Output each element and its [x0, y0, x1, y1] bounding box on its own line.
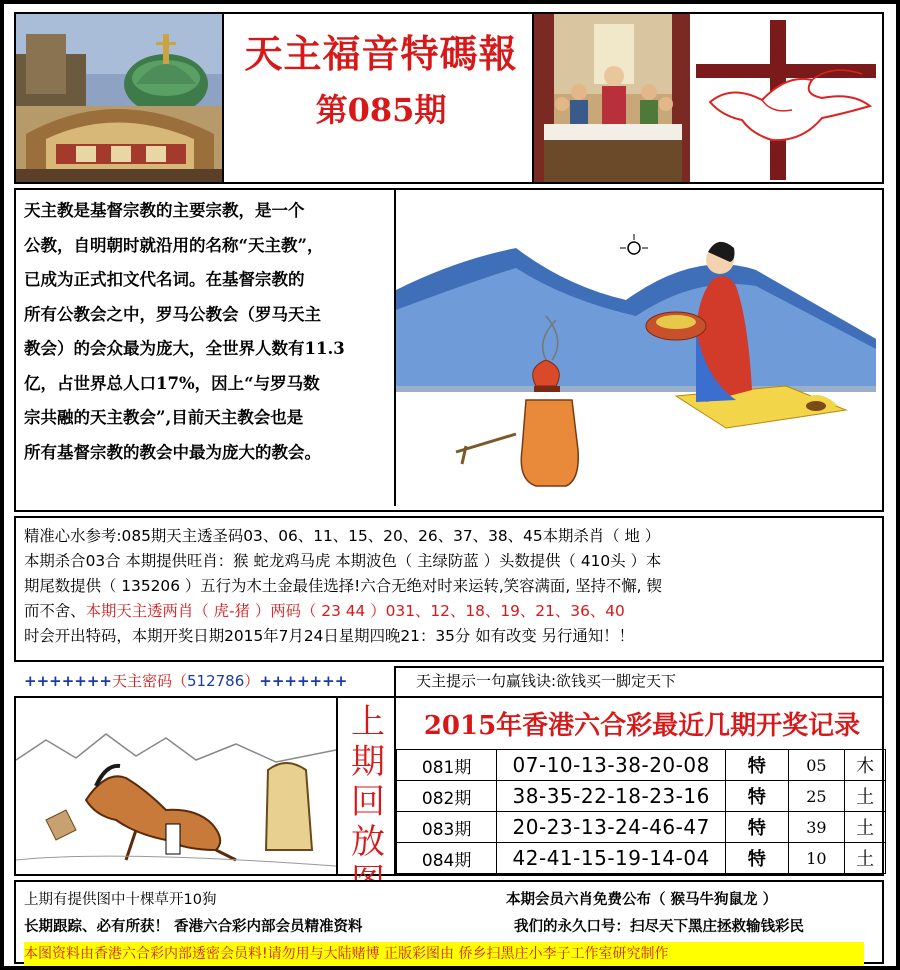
table-row	[397, 750, 886, 781]
cathedral-photo	[16, 14, 224, 182]
special-label-cell: 特	[726, 812, 789, 843]
code-plus-right: +++++++	[259, 672, 348, 690]
records-title: 2015年香港六合彩最近几期开奖记录	[423, 711, 861, 741]
period-cell: 083期	[397, 812, 497, 843]
replay-char: 放	[351, 822, 385, 862]
table-row	[397, 781, 886, 812]
intro-line: 公教，自明朝时就沿用的名称“天主教”，	[24, 235, 324, 255]
code-label: 天主密码（	[111, 672, 187, 690]
numbers-cell: 20-23-13-24-46-47	[497, 812, 726, 843]
special-label-cell: 特	[726, 843, 789, 874]
replay-char: 上	[351, 702, 385, 742]
numbers-cell: 38-35-22-18-23-16	[497, 781, 726, 812]
element-cell: 土	[845, 812, 886, 843]
intro-line: 天主教是基督宗教的主要宗教，是一个	[24, 201, 305, 220]
draw-records-table	[396, 749, 886, 874]
footer-left-1: 上期有提供图中十棵草开10狗	[24, 892, 217, 908]
intro-line: 教会）的会众最为庞大，全世界人数有11.3	[24, 339, 345, 358]
code-close: ）	[244, 672, 260, 690]
secret-code-bar	[24, 670, 392, 691]
intro-line: 亿，占世界总人口17%，因上“与罗马数	[24, 373, 320, 393]
intro-text	[24, 194, 374, 470]
info-line-2: 本期杀合03合 本期提供旺肖：猴 蛇龙鸡马虎 本期波色（ 主绿防蓝 ）头数提供（ 410头 ）本	[24, 552, 662, 570]
element-cell: 土	[845, 781, 886, 812]
period-cell: 084期	[397, 843, 497, 874]
info-line-4-black: 而不舍、	[24, 602, 86, 620]
info-highlight: 本期天主透两肖（ 虎-猪 ）两码（ 23 44 ）031、12、18、19、21、36、40	[85, 602, 625, 620]
special-number-cell: 25	[788, 781, 845, 812]
table-row	[397, 843, 886, 874]
last-supper-image	[532, 14, 690, 182]
cross-dove-image	[692, 14, 882, 182]
tip-divider	[396, 696, 884, 698]
element-cell: 木	[845, 750, 886, 781]
element-cell: 土	[845, 843, 886, 874]
info-text	[24, 524, 869, 649]
info-line-5: 时会开出特码，本期开奖日期2015年7月24日星期四晚21：35分 如有改变 另行通知！！	[24, 627, 634, 645]
intro-line: 所有公教会之中，罗马公教会（罗马天主	[24, 304, 321, 324]
footer-left-2: 长期跟踪、必有所获！ 香港六合彩内部会员精准资料	[24, 919, 363, 935]
replay-char: 期	[351, 742, 385, 782]
period-cell: 081期	[397, 750, 497, 781]
special-label-cell: 特	[726, 781, 789, 812]
special-number-cell: 10	[788, 843, 845, 874]
replay-char: 回	[351, 782, 385, 822]
tip-text: 天主提示一句赢钱诀:欲钱买一脚定天下	[416, 672, 677, 690]
footer-right-2: 我们的永久口号：扫尽天下黑庄拯救输钱彩民	[514, 919, 804, 935]
intro-line: 宗共融的天主教会”,目前天主教会也是	[24, 408, 304, 427]
numbers-cell: 07-10-13-38-20-08	[497, 750, 726, 781]
special-label-cell: 特	[726, 750, 789, 781]
special-number-cell: 05	[788, 750, 845, 781]
newspaper-page	[4, 4, 896, 966]
header-title: 天主福音特碼報	[244, 31, 518, 76]
info-line-4	[24, 599, 869, 624]
info-line-3: 期尾数提供（ 135206 ）五行为木土金最佳选择!六合无绝对时来运转,笑容满面, 坚持不懈, 锲	[24, 577, 662, 595]
table-row	[397, 812, 886, 843]
secret-code: 512786	[187, 672, 245, 690]
numbers-cell: 42-41-15-19-14-04	[497, 843, 726, 874]
header-issue: 第085期	[315, 91, 447, 129]
intro-line: 所有基督宗教的教会中最为庞大的教会。	[24, 442, 321, 462]
horse-illustration	[16, 700, 336, 874]
prayer-illustration	[394, 190, 876, 506]
info-line-1: 精准心水参考:085期天主透圣码03、06、11、15、20、26、37、38、45本期杀肖（ 地 ）	[24, 527, 661, 545]
footer-notice: 本图资料由香港六合彩内部透密会员料!请勿用与大陆赌博 正版彩图由 侨乡扫黑庄小李子工作室研究制作	[24, 942, 864, 966]
footer-right-1: 本期会员六肖免费公布（ 猴马牛狗鼠龙 ）	[506, 892, 778, 908]
special-number-cell: 39	[788, 812, 845, 843]
replay-divider-left	[336, 698, 338, 876]
intro-line: 已成为正式扣文代名词。在基督宗教的	[24, 270, 305, 289]
code-plus-left: +++++++	[24, 672, 112, 690]
period-cell: 082期	[397, 781, 497, 812]
replay-label	[342, 702, 394, 902]
